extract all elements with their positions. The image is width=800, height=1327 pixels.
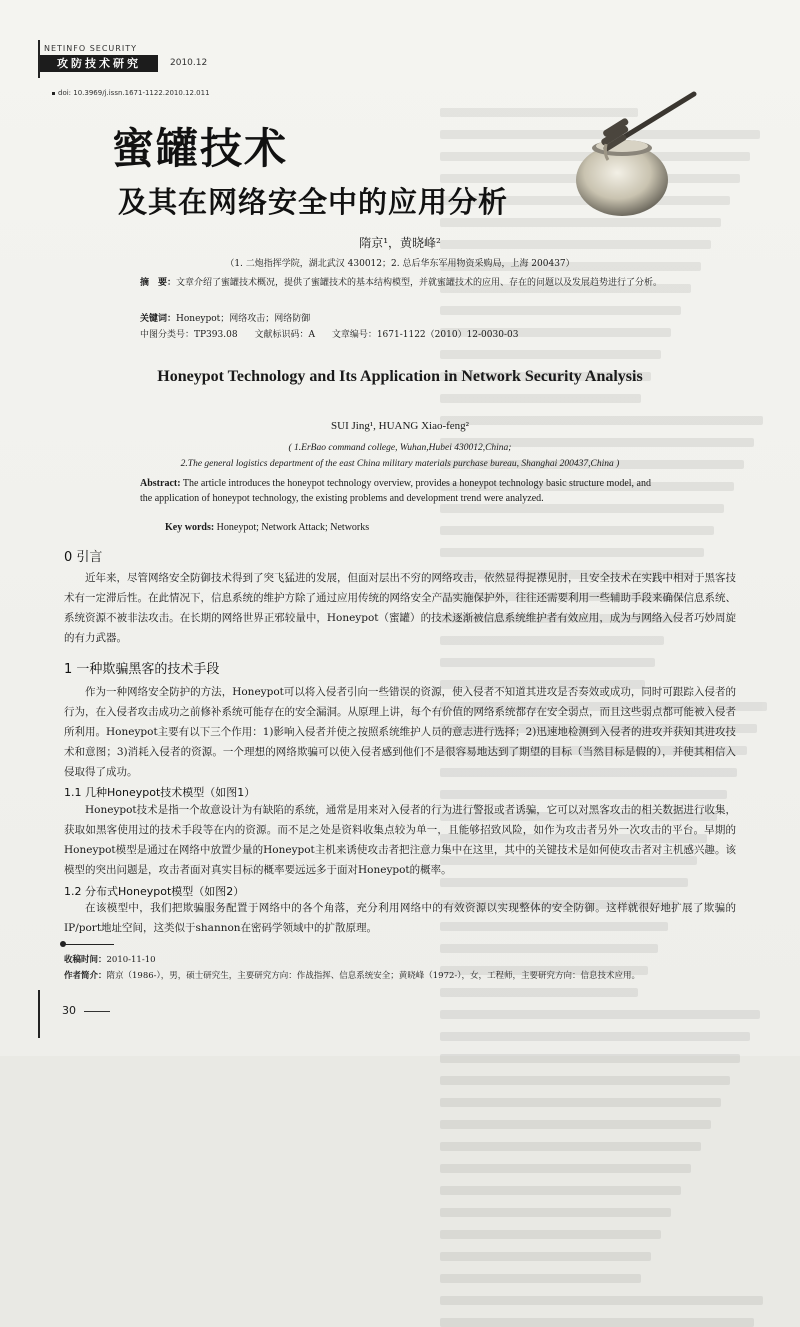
page-number: 30	[62, 1004, 76, 1017]
ghost-line	[440, 526, 714, 535]
ghost-line	[440, 1010, 760, 1019]
received-label: 收稿时间：	[64, 955, 107, 965]
ghost-line	[440, 1296, 763, 1305]
affiliation-en	[0, 440, 800, 472]
paragraph-section-1-1: Honeypot技术是指一个故意设计为有缺陷的系统，通常是用来对入侵者的行为进行警报或者诱骗，它可以对黑客攻击的相关数据进行收集，获取如黑客使用过的技术手段等在内的资源。而不足之处是资料收集点较为单一，且能够招致风险，如作为攻击者另外一次攻击的平台。早期的Honeypot模型是通过在网络中放置少量的Honeypot主机来诱使攻击者把注意力集中在这里，其中的关键技术是如何使攻击者对主机感兴趣。该模型的突出问题是，攻击者面对真实目标的概率要远远多于面对Honeypot的概率。	[64, 804, 736, 876]
abstract-en-label: Abstract:	[140, 478, 181, 489]
keywords-en-text: Honeypot; Network Attack; Networks	[216, 522, 370, 533]
honey-pot-icon	[560, 80, 710, 220]
author-bio	[64, 969, 744, 981]
keywords-en	[165, 522, 369, 533]
ghost-line	[440, 1164, 691, 1173]
ghost-line	[440, 988, 638, 997]
authors-en: SUI Jing¹, HUANG Xiao-feng²	[331, 420, 469, 432]
page-number-rule	[84, 1011, 110, 1012]
section-heading: 1 一种欺骗黑客的技术手段	[64, 662, 220, 677]
article-title-main: 蜜罐技术	[112, 124, 289, 173]
journal-brand: NETINFO SECURITY	[44, 44, 137, 53]
ghost-line	[440, 1076, 730, 1085]
ghost-line	[440, 1054, 740, 1063]
affiliation-en-line: ( 1.ErBao command college, Wuhan,Hubei 430012,China;	[288, 443, 512, 453]
abstract-cn-text: 文章介绍了蜜罐技术概况，提供了蜜罐技术的基本结构模型，并就蜜罐技术的应用、存在的问题以及发展趋势进行了分析。	[176, 278, 663, 288]
ghost-line	[440, 1208, 671, 1217]
keywords-en-label: Key words:	[165, 522, 215, 533]
bullet-icon	[52, 92, 55, 95]
ghost-line	[440, 548, 704, 557]
authors-cn: 隋京¹，黄晓峰²	[359, 236, 441, 250]
ghost-line	[440, 790, 727, 799]
affiliation-cn: （1. 二炮指挥学院，湖北武汉 430012；2. 总后华东军用物资采购局，上海 200437）	[225, 259, 575, 269]
clc-code: 中图分类号：TP393.08	[140, 330, 238, 340]
doc-code: 文献标识码：A	[254, 330, 315, 340]
article-title-sub: 及其在网络安全中的应用分析	[118, 185, 509, 219]
ghost-line	[440, 1032, 750, 1041]
keywords-cn-text: Honeypot；网络攻击；网络防御	[176, 314, 311, 324]
paragraph-intro: 近年来，尽管网络安全防御技术得到了突飞猛进的发展，但面对层出不穷的网络攻击，依然显得捉襟见肘，且安全技术在实践中相对于黑客技术有一定滞后性。在此情况下，信息系统的维护方除了通过应用传统的网络安全产品实施保护外，往往还需要利用一些辅助手段来确保信息系统、系统资源不被非法攻击。在长期的网络世界正邪较量中，Honeypot（蜜罐）的技术逐渐被信息系统维护者有效应用，成为与网络入侵者巧妙周旋的有力武器。	[64, 572, 736, 644]
ghost-line	[440, 1318, 754, 1327]
paragraph-section-1-2: 在该模型中，我们把欺骗服务配置于网络中的各个角落，充分利用网络中的有效资源以实现整体的安全防御。这样就很好地扩展了欺骗的IP/port地址空间，这类似于shannon在密码学领域中的扩散原理。	[64, 902, 736, 934]
ghost-line	[440, 1274, 641, 1283]
ghost-line	[440, 306, 681, 315]
bio-text: 隋京（1986-），男，硕士研究生，主要研究方向：作战指挥、信息系统安全；黄晓峰（1972-），女，工程师，主要研究方向：信息技术应用。	[106, 971, 641, 981]
abstract-cn-label: 摘 要：	[140, 278, 177, 288]
ghost-line	[440, 658, 655, 667]
keywords-cn	[140, 311, 310, 324]
ghost-line	[440, 1098, 721, 1107]
ghost-line	[440, 1186, 681, 1195]
doi: doi: 10.3969/j.issn.1671-1122.2010.12.011	[58, 89, 210, 97]
section-heading: 0 引言	[64, 550, 103, 565]
abstract-en-text: The article introduces the honeypot technology overview, provides a honeypot technology basic structure model, and the application of honeypot technology, the existing problems and development trend were analyzed.	[140, 478, 651, 504]
ghost-line	[440, 350, 661, 359]
received-date	[64, 953, 156, 965]
subsection-heading: 1.2 分布式Honeypot模型（如图2）	[64, 885, 245, 898]
ghost-line	[440, 1120, 711, 1129]
footnote-rule	[64, 944, 114, 945]
article-number: 文章编号：1671-1122（2010）12-0030-03	[331, 330, 519, 340]
abstract-cn	[140, 276, 670, 291]
keywords-cn-label: 关键词：	[140, 314, 177, 324]
article-title-en: Honeypot Technology and Its Application in Network Security Analysis	[157, 368, 643, 385]
ghost-line	[440, 394, 641, 403]
issue-date: 2010.12	[170, 58, 208, 68]
ghost-line	[440, 1142, 701, 1151]
ghost-line	[440, 1230, 661, 1239]
left-margin-bar-bottom	[38, 990, 40, 1038]
bio-label: 作者简介：	[64, 971, 107, 981]
paragraph-section-1: 作为一种网络安全防护的方法，Honeypot可以将入侵者引向一些错误的资源，使入侵者不知道其进攻是否奏效或成功，同时可跟踪入侵者的行为，在入侵者攻击成功之前修补系统可能存在的安全漏洞。从原理上讲，每个有价值的网络系统都存在安全弱点，而且这些弱点都可能被入侵者所利用。Honeypot主要有以下三个作用：1)影响入侵者并使之按照系统维护人员的意志进行选择；2)迅速地检测到入侵者的进攻并获知其进攻技术和意图；3)消耗入侵者的资源。一个理想的网络欺骗可以使入侵者感到他们不是很容易地达到了期望的目标（当然目标是假的），并使其相信入侵取得了成功。	[64, 686, 736, 778]
affiliation-en-line: 2.The general logistics department of the east China military materials purchase bureau, Shanghai 200437,China )	[180, 459, 620, 469]
ghost-line	[440, 944, 658, 953]
received-value: 2010-11-10	[106, 955, 156, 965]
subsection-heading: 1.1 几种Honeypot技术模型（如图1）	[64, 786, 256, 799]
column-name: 攻防技术研究	[40, 55, 158, 72]
classification-line	[140, 327, 532, 340]
abstract-en	[140, 476, 660, 506]
ghost-line	[440, 1252, 651, 1261]
